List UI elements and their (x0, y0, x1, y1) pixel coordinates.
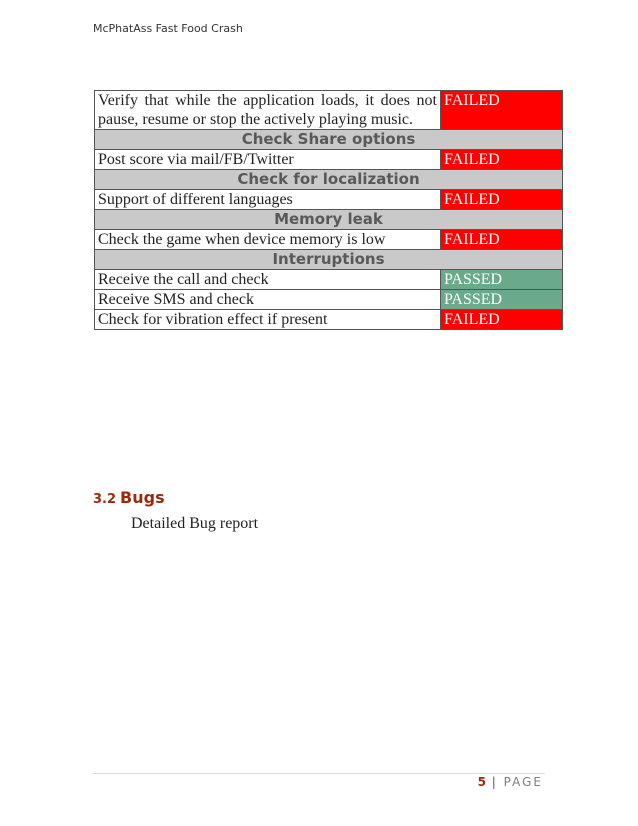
status-cell: FAILED (441, 190, 563, 210)
test-description: Check the game when device memory is low (95, 230, 441, 250)
status-cell: PASSED (441, 270, 563, 290)
section-row (95, 170, 563, 190)
section-body: Detailed Bug report (131, 515, 259, 532)
section-number: 3.2 (93, 492, 117, 507)
page-number: 5 (477, 775, 486, 789)
section-row (95, 250, 563, 270)
footer-separator: | (491, 775, 498, 789)
footer-divider (93, 773, 545, 774)
test-results-table (94, 90, 563, 330)
section-title: Check for localization (95, 170, 563, 190)
table-row (95, 310, 563, 330)
status-cell: FAILED (441, 150, 563, 170)
section-row (95, 130, 563, 150)
status-cell: FAILED (441, 310, 563, 330)
test-description: Receive SMS and check (95, 290, 441, 310)
table-row (95, 150, 563, 170)
table-row (95, 290, 563, 310)
test-description: Support of different languages (95, 190, 441, 210)
section-heading (93, 488, 165, 507)
status-cell: PASSED (441, 290, 563, 310)
status-cell: FAILED (441, 230, 563, 250)
page-label: PAGE (503, 775, 543, 789)
status-cell: FAILED (441, 91, 563, 130)
test-description: Check for vibration effect if present (95, 310, 441, 330)
test-description: Verify that while the application loads, it does not pause, resume or stop the actively playing music. (95, 91, 441, 130)
document-header: McPhatAss Fast Food Crash (93, 22, 243, 35)
page-footer (478, 775, 543, 789)
section-title: Interruptions (95, 250, 563, 270)
table-row (95, 190, 563, 210)
table-row (95, 91, 563, 130)
section-title: Check Share options (95, 130, 563, 150)
table-row (95, 270, 563, 290)
section-title: Bugs (120, 488, 165, 507)
section-row (95, 210, 563, 230)
test-description: Receive the call and check (95, 270, 441, 290)
section-title: Memory leak (95, 210, 563, 230)
table-row (95, 230, 563, 250)
test-description: Post score via mail/FB/Twitter (95, 150, 441, 170)
